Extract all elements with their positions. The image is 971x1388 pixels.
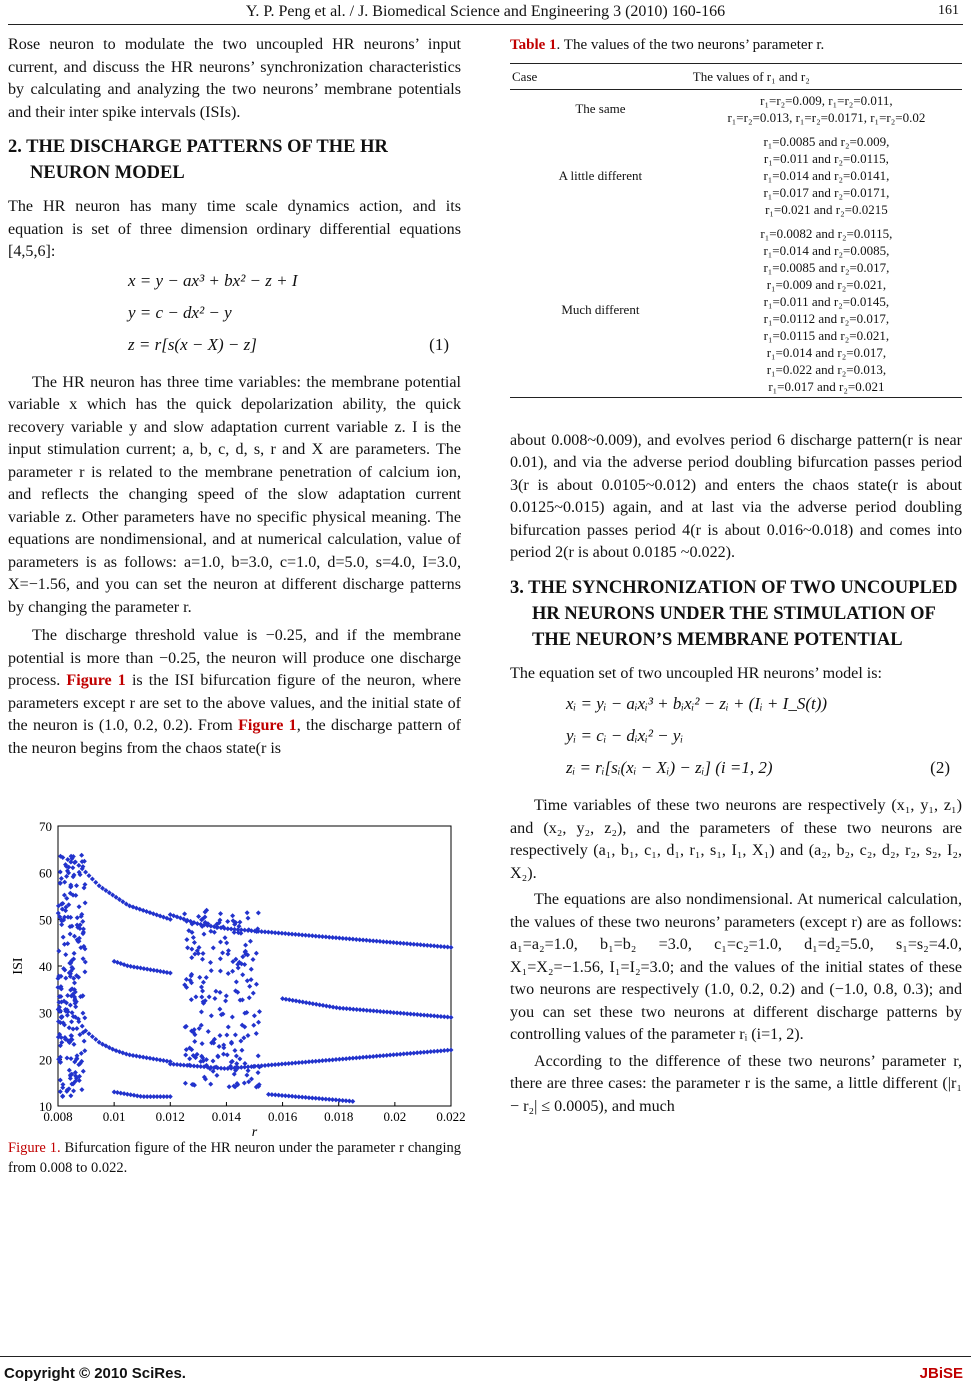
x-tick-label: 0.02 [383, 1109, 407, 1124]
page-header [8, 0, 963, 26]
equation-1b: y = c − dx² − y [128, 302, 232, 322]
paragraph-two-neurons: The equation set of two uncoupled HR neurons’ model is: [510, 664, 883, 682]
x-tick-label: 0.01 [102, 1109, 126, 1124]
y-tick-label: 30 [39, 1005, 52, 1021]
table-row [510, 220, 962, 398]
table-value-line: r₁=0.0115 and r₂=0.021, [763, 327, 890, 343]
paragraph-variables: The HR neuron has three time variables: the membrane potential variable x which has the quick depolarization ability, the quick recovery variable y and slow adaptation current variable z. I is the input stimulation current; a, b, c, d, s, r and X are parameters. The parameter r is related to the membrane penetration of calcium ion, and reflects the changing speed of the slow adaptation current variable z. Other parameters have no specific physical meaning. The equations are nondimensional, and at numerical calculation, value of parameters is as follows: a=1.0, b=3.0, c=1.0, d=5.0, s=4.0, I=3.0, X=−1.56, and you can set the neuron at different discharge patterns by changing the parameter r. [8, 373, 461, 616]
paragraph-parameter-values: The equations are also nondimensional. At numerical calculation, the values of these two neurons’ parameters (except r) are as follows: a₁=a₂=1.0, b₁=b₂ =3.0, c₁=c₂=1.0, d₁=d₂=5.0, s₁=s₂=4.0, X₁=X₂=−1.56, I₁=I₂=3.0; and the values of the initial states of these two neurons are respectively (1.0, 0.2, 0.2) and (−1.0, 0.8, 0.3); and you can set these two neurons at different discharge patterns by controlling values of the parameter rᵢ (i=1, 2). [510, 891, 962, 1043]
table-value-line: r₁=0.0112 and r₂=0.017, [763, 310, 890, 326]
x-tick-label: 0.008 [43, 1109, 73, 1124]
table-value-line: r₁=0.017 and r₂=0.021 [768, 378, 885, 394]
table-1-caption [510, 34, 962, 57]
table-value-line: r₁=0.014 and r₂=0.017, [766, 344, 887, 360]
x-tick-label: 0.016 [267, 1109, 298, 1124]
table-value-line: r₁=0.017 and r₂=0.0171, [763, 184, 890, 200]
table-header-values: The values of r₁ and r₂ [691, 63, 962, 89]
table-1-caption-label: Table 1 [510, 37, 557, 53]
running-title: Y. P. Peng et al. / J. Biomedical Science and Engineering 3 (2010) 160-166 [245, 3, 726, 20]
section-heading-2: 2. THE DISCHARGE PATTERNS OF THE HR NEURON MODEL [8, 137, 388, 183]
y-tick-label: 40 [39, 959, 52, 974]
equation-1-number: (1) [429, 334, 449, 354]
table-value-line: r₁=0.022 and r₂=0.013, [766, 361, 887, 377]
equation-2c [566, 757, 962, 789]
y-tick-label: 50 [39, 912, 52, 928]
figure-1-link-2[interactable]: Figure 1 [238, 717, 297, 734]
equation-2-number: (2) [930, 758, 950, 777]
y-tick-label: 20 [39, 1052, 52, 1068]
table-header-case: Case [510, 63, 691, 89]
paragraph-hr-model: The HR neuron has many time scale dynamics action, and its equation is set of three dimension ordinary differential equations [4,5,6]: [8, 198, 461, 260]
table-cell-case: The same [575, 101, 626, 116]
table-value-line: r₁=0.011 and r₂=0.0145, [763, 293, 890, 309]
figure-1-caption-text: Bifurcation figure of the HR neuron under the parameter r changing from 0.008 to 0.022. [8, 1140, 462, 1176]
copyright: Copyright © 2010 SciRes. [4, 1365, 186, 1382]
x-tick-label: 0.012 [155, 1109, 185, 1124]
figure-1-link[interactable]: Figure 1 [66, 672, 126, 689]
table-1 [510, 63, 962, 398]
equation-1a: x = y − ax³ + bx² − z + I [128, 270, 298, 290]
plot-frame [58, 826, 451, 1106]
paragraph-threshold [8, 625, 461, 760]
table-value-line: r₁=0.0085 and r₂=0.009, [763, 133, 890, 149]
paragraph-intro: Rose neuron to modulate the two uncoupled HR neurons’ input current, and discuss the HR neurons’ synchronization characteristics by calculating and analyzing the two neurons’ membrane potentials and their inter spike intervals (ISIs). [8, 36, 461, 121]
left-column [8, 34, 466, 1178]
x-tick-label: 0.018 [324, 1109, 354, 1124]
table-1-caption-text: . The values of the two neurons’ parameter r. [556, 37, 825, 53]
table-value-line: r₁=0.009 and r₂=0.021, [766, 276, 887, 292]
x-axis-label: r [251, 1125, 258, 1140]
page-number: 161 [938, 3, 959, 18]
bifurcation-chart [8, 816, 466, 1140]
table-value-line: r₁=0.0082 and r₂=0.0115, [760, 225, 893, 241]
table-cell-values [691, 128, 962, 220]
header-rule [8, 24, 963, 25]
x-tick-label: 0.014 [211, 1109, 242, 1124]
table-value-line: r₁=0.014 and r₂=0.0085, [763, 242, 890, 258]
equation-2b: yᵢ = cᵢ − dᵢxᵢ² − yᵢ [566, 726, 684, 745]
table-cell-case: A little different [558, 167, 643, 183]
paragraph-bifurcation: about 0.008~0.009), and evolves period 6 discharge pattern(r is near 0.01), and via the adverse period doubling bifurcation passes period 3(r is about 0.0105~0.012) and enters the chaos state(r is about 0.0125~0.015) again, and at last via the adverse period doubling bifurcation passes period 4(r is about 0.016~0.018) and comes into period 2(r is about 0.0185 ~0.022). [510, 431, 962, 561]
y-tick-label: 60 [39, 865, 52, 881]
right-column [510, 34, 962, 1118]
equation-1c-text: z = r[s(x − X) − z] [128, 334, 257, 354]
y-tick-label: 10 [39, 1099, 52, 1114]
journal-name: JBiSE [919, 1365, 963, 1382]
table-row [510, 89, 962, 128]
y-tick-label: 70 [39, 819, 52, 834]
section-heading-3: 3. THE SYNCHRONIZATION OF TWO UNCOUPLED HR NEURONS UNDER THE STIMULATION OF THE NEURON’S MEMBRANE POTENTIAL [510, 577, 958, 650]
paragraph-three-cases: According to the difference of these two neurons’ parameter r, there are three cases: the parameter r is the same, a little different (|r₁ − r₂| ≤ 0.0005), and much [510, 1052, 962, 1115]
threshold-text-a: The discharge threshold value is −0.25, and if the membrane potential is more than −0.25, the neuron will produce one discharge process. [8, 627, 461, 689]
equation-2 [510, 693, 962, 789]
figure-1-caption [8, 1138, 461, 1178]
table-cell-case: Much different [510, 220, 691, 398]
paragraph-time-variables: Time variables of these two neurons are respectively (x₁, y₁, z₁) and (x₂, y₂, z₂), and the parameters of these two neurons are respectively (a₁, b₁, c₁, d₁, r₁, s₁, I₁, X₁) and (a₂, b₂, c₂, d₂, r₂, s₂, I₂, X₂). [510, 797, 962, 882]
table-row [510, 128, 962, 220]
threshold-text-c: , the discharge pattern of the neuron begins from the chaos state(r is [8, 717, 461, 757]
equation-1 [8, 270, 461, 366]
y-axis-label: ISI [11, 957, 26, 975]
equation-2a: xᵢ = yᵢ − aᵢxᵢ³ + bᵢxᵢ² − zᵢ + (Iᵢ + I_S(t)) [566, 694, 828, 713]
threshold-text-b: is the ISI bifurcation figure of the neuron, where parameters except r are set to the above values, and the initial state of the neuron is (1.0, 0.2, 0.2). From [8, 672, 462, 734]
figure-1-caption-label: Figure 1. [8, 1140, 61, 1156]
equation-2c-text: zᵢ = rᵢ[sᵢ(xᵢ − Xᵢ) − zᵢ] (i =1, 2) [566, 758, 773, 777]
x-tick-label: 0.022 [436, 1109, 466, 1124]
table-value-line: r₁=0.014 and r₂=0.0141, [763, 167, 890, 183]
table-value-line: r₁=0.011 and r₂=0.0115, [763, 150, 889, 166]
table-value-line: r₁=0.0085 and r₂=0.017, [763, 259, 890, 275]
table-cell-values [691, 220, 962, 398]
figure-1 [8, 816, 466, 1140]
page-footer [0, 1356, 971, 1388]
table-cell-values [691, 89, 962, 128]
equation-1c [128, 334, 461, 366]
table-value-line: r₁=0.021 and r₂=0.0215 [765, 201, 888, 217]
table-value-line: r₁=r₂=0.009, r₁=r₂=0.011, [760, 92, 893, 108]
table-value-line: r₁=r₂=0.013, r₁=r₂=0.0171, r₁=r₂=0.02 [727, 109, 926, 125]
